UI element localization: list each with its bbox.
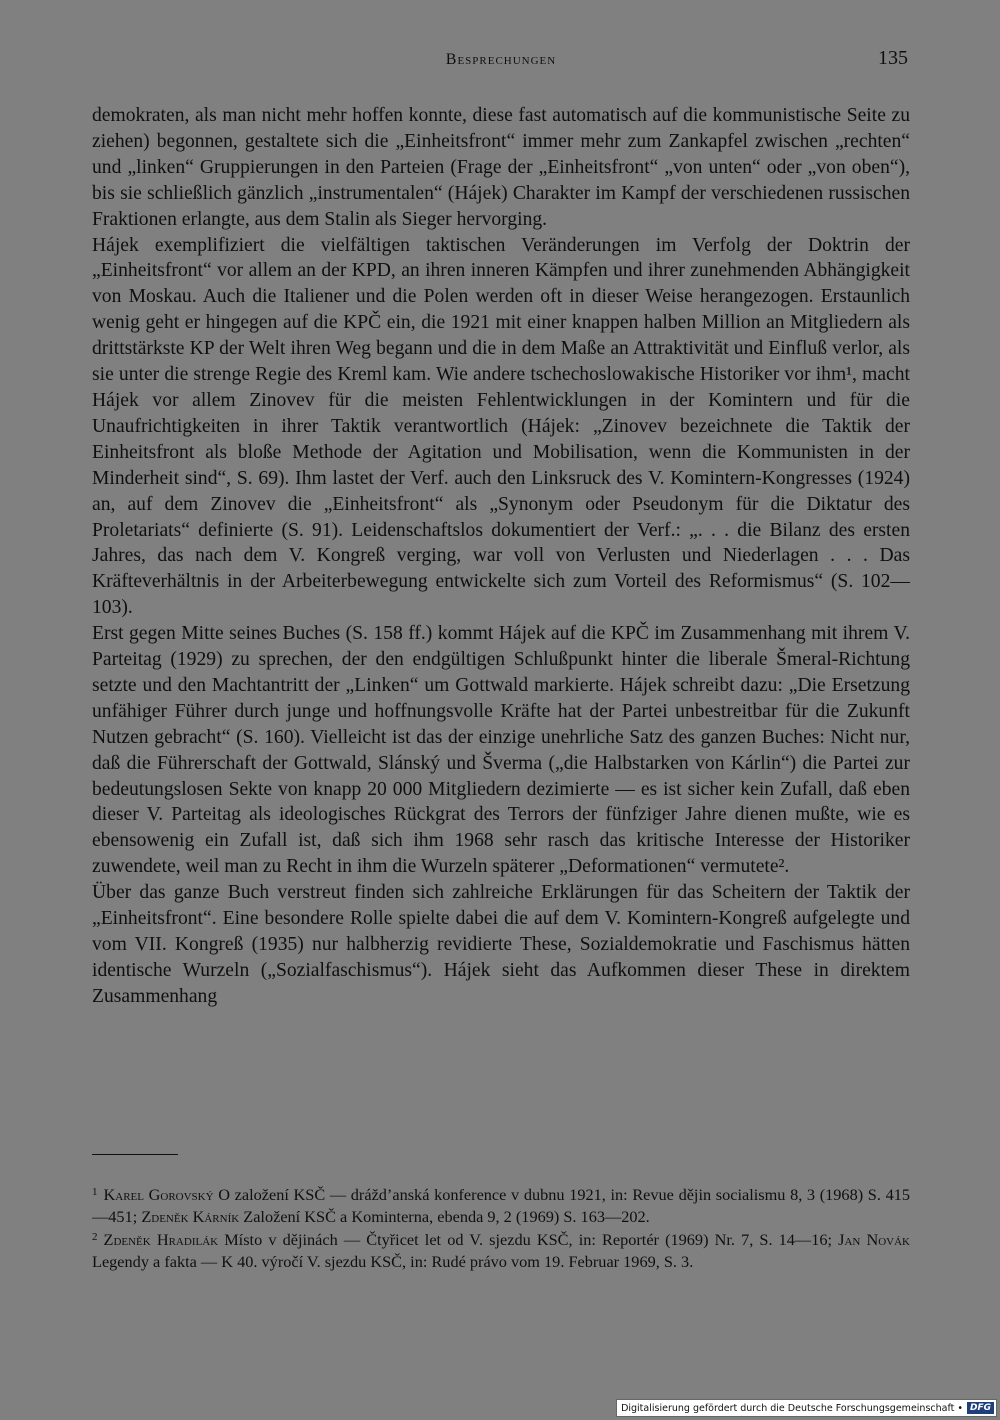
footnote-mark: 1 (92, 1186, 98, 1198)
paragraph: Hájek exemplifiziert die vielfältigen taktischen Veränderungen im Verfolg der Doktrin der „Einheitsfront“ vor allem an der KPD, an ihren inneren Kämpfen und ihrer zunehmenden Abhängigkeit von Moskau. Auch die Italiener und die Polen werden oft in dieser Weise herangezogen. Erstaunlich wenig geht er hingegen auf die KPČ ein, die 1921 mit einer knappen halben Million an Mitgliedern als drittstärkste KP der Welt ihren Weg begann und die in dem Maße an Attraktivität und Einfluß verlor, als sie unter die strenge Regie des Kreml kam. Wie andere tschechoslowakische Historiker vor ihm¹, macht Hájek vor allem Zinovev für die meisten Fehlentwicklungen in der Komintern und für die Unaufrichtigkeiten in ihrer Taktik verantwortlich (Hájek: „Zinovev bezeichnete die Taktik der Einheitsfront als bloße Methode der Agitation und Mobilisation, wenn die Kommunisten in der Minderheit sind“, S. 69). Ihm lastet der Verf. auch den Linksruck des V. Komintern-Kongresses (1924) an, auf dem Zinovev die „Einheitsfront“ als „Synonym oder Pseudonym für die Diktatur des Proletariats“ definierte (S. 91). Leidenschaftslos dokumentiert der Verf.: „. . . die Bilanz des ersten Jahres, das nach dem V. Kongreß verging, war voll von Verlusten und Niederlagen . . . Das Kräfteverhältnis in der Arbeiterbewegung entwickelte sich zum Vorteil des Reformismus“ (S. 102—103). (92, 234, 910, 619)
footnote (92, 1227, 910, 1272)
footnote-author: Zdeněk Kárník (141, 1206, 240, 1226)
footnote-text: O založení KSČ — drážd’anská konference v dubnu 1921, in: Revue dějin socialismu 8, 3 (1968) S. 415—451; (92, 1185, 910, 1226)
digitization-credit (616, 1399, 997, 1417)
paragraph: Über das ganze Buch verstreut finden sich zahlreiche Erklärungen für das Scheitern der Taktik der „Einheitsfront“. Eine besondere Rolle spielte dabei die auf dem V. Komintern-Kongreß aufgelegte und vom VII. Kongreß (1935) nur halbherzig revidierte These, Sozialdemokratie und Faschismus hätten identische Wurzeln („Sozialfaschismus“). Hájek sieht das Aufkommen dieser These in direktem Zusammenhang (92, 882, 910, 1007)
footnote-text: Založení KSČ a Kominterna, ebenda 9, 2 (1969) S. 163—202. (239, 1206, 650, 1226)
footnote-text: Legendy a fakta — K 40. výročí V. sjezdu KSČ, in: Rudé právo vom 19. Februar 1969, S. 3. (92, 1251, 694, 1271)
footnote-author: Karel Gorovský (103, 1185, 214, 1204)
footnote-text: Místo v dějinách — Čtyřicet let od V. sjezdu KSČ, in: Reportér (1969) Nr. 7, S. 14—16; (218, 1230, 839, 1250)
footnote (92, 1182, 910, 1227)
footnote-author: Zdeněk Hradilák (103, 1230, 219, 1250)
scanned-page (90, 40, 912, 1370)
running-title: Besprechungen (445, 51, 557, 68)
footnote-divider (92, 1154, 178, 1155)
dfg-logo-icon: DFG (967, 1402, 994, 1414)
footnote-mark: 2 (92, 1231, 98, 1244)
running-head (90, 48, 912, 72)
page-number: 135 (878, 47, 908, 69)
credit-text: Digitalisierung gefördert durch die Deutsche Forschungsgemeinschaft • (621, 1402, 963, 1414)
paragraph: Erst gegen Mitte seines Buches (S. 158 ff.) kommt Hájek auf die KPČ im Zusammenhang mit ihrem V. Parteitag (1929) zu sprechen, der den endgültigen Schlußpunkt hinter die liberale Šmeral-Richtung setzte und den Machtantritt der „Linken“ um Gottwald markierte. Hájek schreibt dazu: „Die Ersetzung unfähiger Führer durch junge und hoffnungsvolle Kräfte hat der Partei unbestreitbar für die Zukunft Nutzen gebracht“ (S. 160). Vielleicht ist das der einzige unehrliche Satz des ganzen Buches: Nicht nur, daß die Führerschaft der Gottwald, Slánský und Šverma („die Halbstarken von Kárlin“) die Partei zur bedeutungslosen Sekte von knapp 20 000 Mitgliedern dezimierte — es ist sicher kein Zufall, daß eben dieser V. Parteitag als ideologisches Rückgrat des Terrors der fünfziger Jahre dienen mußte, wie es ebensowenig ein Zufall ist, daß sich ihm 1968 sehr rasch das kritische Interesse der Historiker zuwendete, weil man zu Recht in ihm die Wurzeln späterer „Deformationen“ vermutete². (92, 623, 910, 878)
body-text (92, 103, 910, 1010)
footnote-author: Jan Novák (838, 1230, 910, 1250)
paragraph: demokraten, als man nicht mehr hoffen konnte, diese fast automatisch auf die kommunistische Seite zu ziehen) begonnen, gestaltete sich die „Einheitsfront“ immer mehr zum Zankapfel zwischen „rechten“ und „linken“ Gruppierungen in den Parteien (Frage der „Einheitsfront“ „von unten“ oder „von oben“), bis sie schließlich gänzlich „instrumentalen“ (Hájek) Charakter im Kampf der verschiedenen russischen Fraktionen erlangte, aus dem Stalin als Sieger hervorging. (92, 105, 910, 230)
footnotes (92, 1182, 910, 1272)
